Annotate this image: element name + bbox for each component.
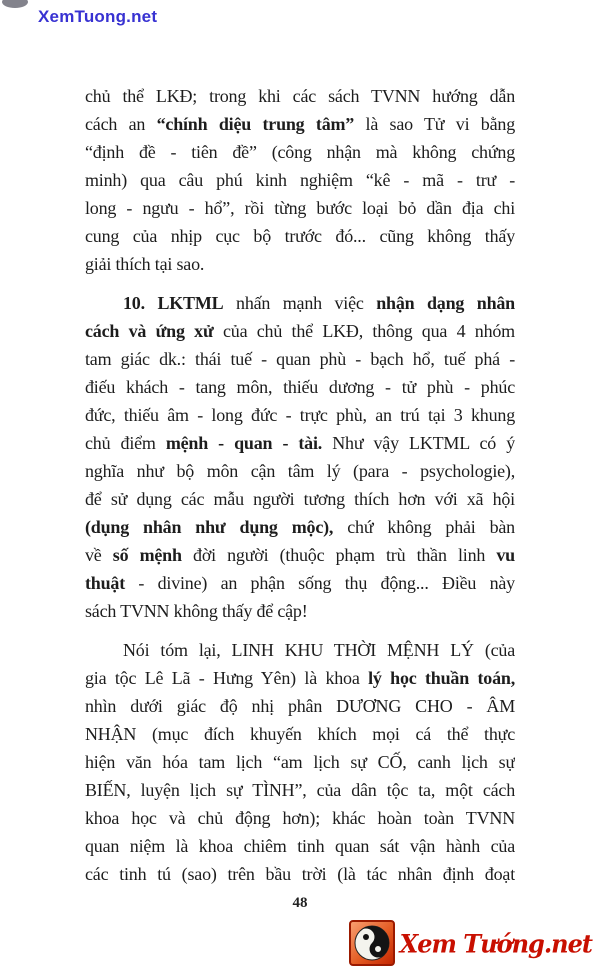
text-segment: của chủ thể LKĐ, thông qua 4 nhóm xyxy=(213,321,515,341)
bold-text-segment: (dụng nhân như dụng mộc), xyxy=(85,517,334,537)
text-line xyxy=(85,513,515,541)
text-segment: cung của nhịp cục bộ trước đó... cũng không thấy xyxy=(85,226,515,246)
text-line xyxy=(85,748,515,776)
text-segment: điếu khách - tang môn, thiếu dương - tử phù - phúc xyxy=(85,377,515,397)
text-segment: BIẾN, luyện lịch sự TÌNH”, của dân tộc ta, một cách xyxy=(85,780,515,800)
text-line xyxy=(85,776,515,804)
text-segment: các tinh tú (sao) trên bầu trời (là tác nhân định đoạt xyxy=(85,864,515,884)
text-segment: gia tộc Lê Lã - Hưng Yên) là khoa xyxy=(85,668,369,688)
text-segment: minh) qua câu phú kinh nghiệm “kê - mã - trư - xyxy=(85,170,515,190)
text-line xyxy=(85,250,515,278)
text-segment: Như vậy LKTML có ý xyxy=(322,433,515,453)
text-line xyxy=(85,110,515,138)
text-segment: chứ không phải bàn xyxy=(333,517,515,537)
logo-text: Xem Tướng.net xyxy=(399,927,592,959)
bold-text-segment: “chính diệu trung tâm” xyxy=(156,114,355,134)
paragraph xyxy=(85,82,515,278)
text-line xyxy=(85,222,515,250)
text-segment: về xyxy=(85,545,113,565)
bold-text-segment: thuật xyxy=(85,573,126,593)
text-line xyxy=(85,345,515,373)
bold-text-segment: số mệnh xyxy=(112,545,182,565)
text-segment: “định đề - tiên đề” (công nhận mà không chứng xyxy=(85,142,515,162)
text-segment: chủ điểm xyxy=(85,433,166,453)
text-segment: giải thích tại sao. xyxy=(85,254,205,274)
text-line xyxy=(85,457,515,485)
text-line xyxy=(85,138,515,166)
bold-text-segment: cách và ứng xử xyxy=(85,321,214,341)
text-line xyxy=(85,804,515,832)
text-line xyxy=(85,664,515,692)
text-segment: NHẬN (mục đích khuyến khích mọi cá thể thực xyxy=(85,724,515,744)
text-segment: là sao Tử vi bằng xyxy=(354,114,515,134)
site-logo[interactable] xyxy=(349,920,592,966)
watermark-link-top[interactable]: XemTuong.net xyxy=(38,7,158,26)
text-line xyxy=(85,569,515,597)
text-line xyxy=(85,832,515,860)
text-segment: khoa học và chủ động hơn); khác hoàn toàn TVNN xyxy=(85,808,515,828)
page-number: 48 xyxy=(292,895,308,911)
text-line xyxy=(85,720,515,748)
text-segment: đức, thiếu âm - long đức - trực phù, an trú tại 3 khung xyxy=(85,405,515,425)
bold-text-segment: lý học thuần toán, xyxy=(368,668,515,688)
text-line xyxy=(85,636,515,664)
text-line xyxy=(85,541,515,569)
text-line xyxy=(85,194,515,222)
yin-yang-icon xyxy=(349,920,395,966)
text-segment: Nói tóm lại, LINH KHU THỜI MỆNH LÝ (của xyxy=(123,640,515,660)
scan-artifact xyxy=(2,0,28,8)
bold-text-segment: nhận dạng nhân xyxy=(376,293,515,313)
text-segment: cách an xyxy=(85,114,157,134)
text-line xyxy=(85,860,515,888)
text-segment: nhìn dưới giác độ nhị phân DƯƠNG CHO - ÂM xyxy=(85,696,515,716)
text-line xyxy=(85,597,515,625)
text-line xyxy=(85,401,515,429)
text-segment: sách TVNN không thấy để cập! xyxy=(85,601,308,621)
text-line xyxy=(85,429,515,457)
text-segment: chủ thể LKĐ; trong khi các sách TVNN hướng dẫn xyxy=(85,86,515,106)
text-segment: - divine) an phận sống thụ động... Điều này xyxy=(125,573,515,593)
text-segment: để sử dụng các mẫu người tương thích hơn với xã hội xyxy=(85,489,515,509)
text-line xyxy=(85,317,515,345)
text-line xyxy=(85,373,515,401)
paragraph xyxy=(85,289,515,625)
text-line xyxy=(85,692,515,720)
bold-text-segment: vu xyxy=(496,545,515,565)
paragraph xyxy=(85,636,515,888)
text-line xyxy=(85,289,515,317)
text-segment: long - ngưu - hổ”, rồi từng bước loại bỏ dần địa chi xyxy=(85,198,515,218)
text-line xyxy=(85,166,515,194)
text-segment: nhấn mạnh việc xyxy=(223,293,377,313)
bold-text-segment: 10. LKTML xyxy=(123,293,224,313)
text-segment: hiện văn hóa tam lịch “am lịch sự CỐ, canh lịch sự xyxy=(85,752,515,772)
bold-text-segment: mệnh - quan - tài. xyxy=(165,433,323,453)
page-text xyxy=(85,82,515,888)
text-line xyxy=(85,82,515,110)
text-line xyxy=(85,485,515,513)
text-segment: tam giác dk.: thái tuế - quan phù - bạch hổ, tuế phá - xyxy=(85,349,515,369)
text-segment: quan niệm là khoa chiêm tinh quan sát vận hành của xyxy=(85,836,515,856)
text-segment: đời người (thuộc phạm trù thần linh xyxy=(181,545,497,565)
text-segment: nghĩa như bộ môn cận tâm lý (para - psychologie), xyxy=(85,461,515,481)
